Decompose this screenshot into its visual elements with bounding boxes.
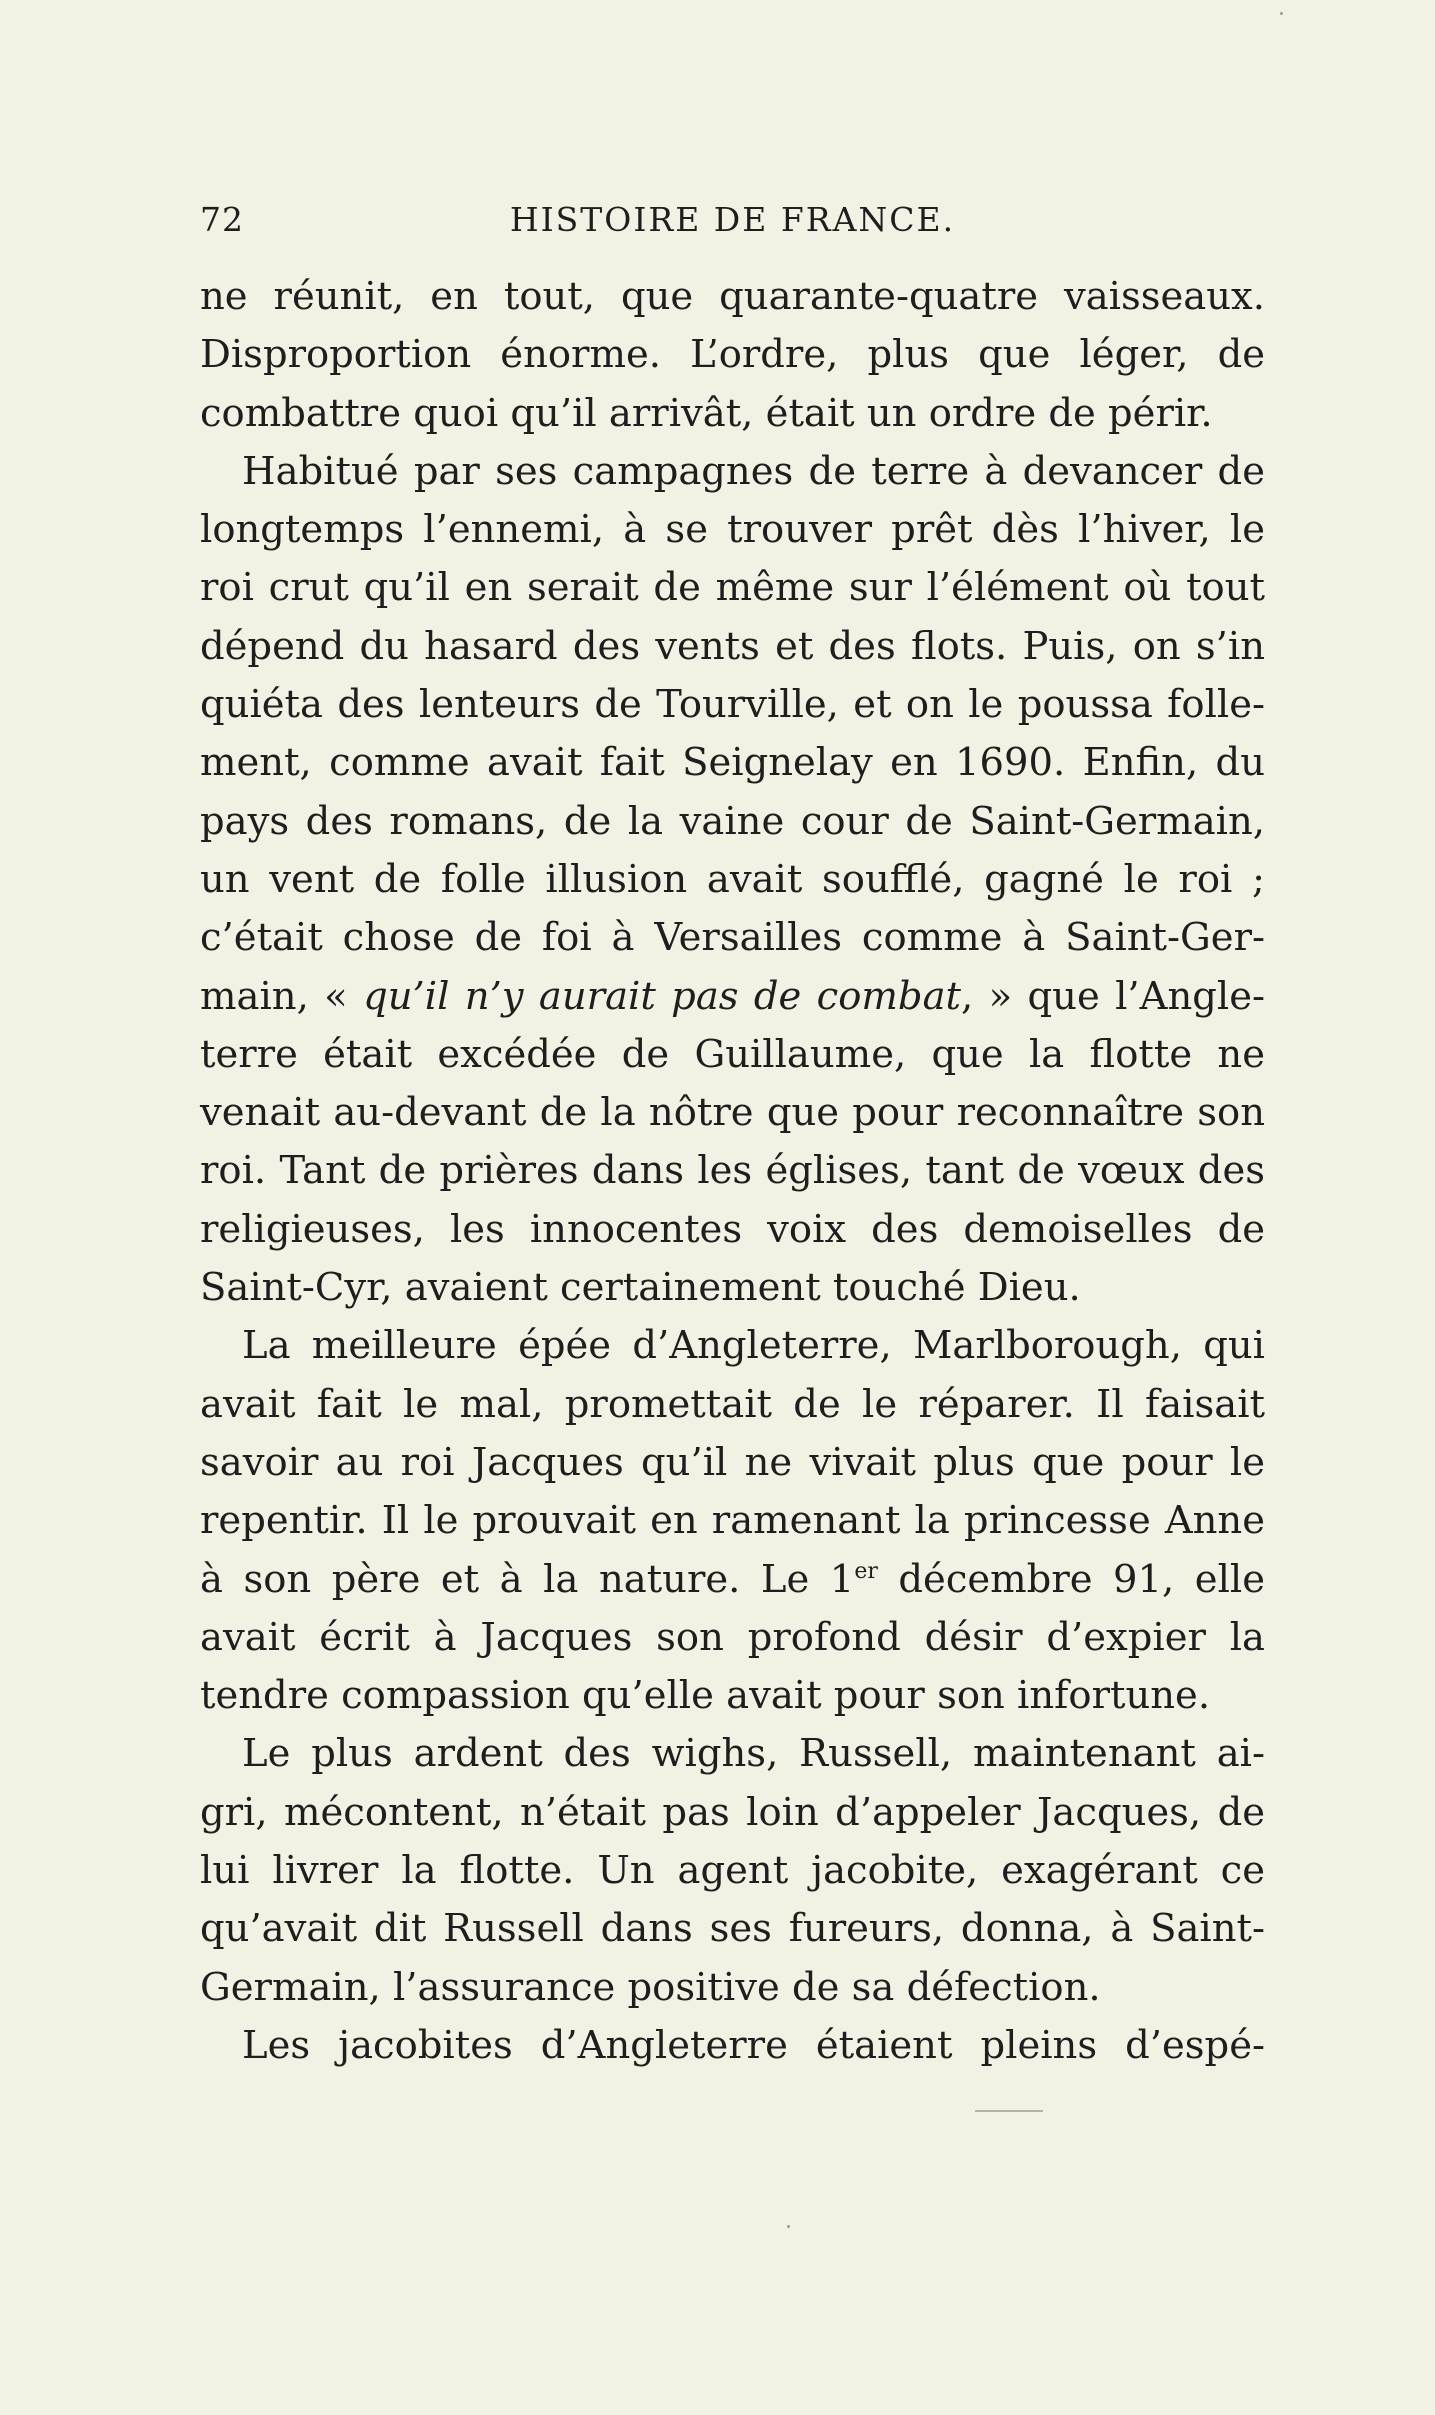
page-number: 72	[200, 200, 244, 239]
text-line: repentir. Il le prouvait en ramenant la princesse Anne	[200, 1498, 1265, 1544]
text-line: Disproportion énorme. L’ordre, plus que léger, de	[200, 332, 1265, 378]
print-speck	[787, 2225, 790, 2228]
text-fragment: décembre 91, elle	[877, 1556, 1265, 1602]
text-fragment: à son père et à la nature. Le 1	[200, 1556, 855, 1602]
text-line: Le plus ardent des wighs, Russell, maintenant ai-	[242, 1731, 1265, 1777]
text-line: Germain, l’assurance positive de sa défection.	[200, 1964, 1101, 2010]
print-smudge	[975, 2110, 1043, 2112]
text-line: dépend du hasard des vents et des flots. Puis, on s’in	[200, 623, 1265, 669]
text-line: pays des romans, de la vaine cour de Saint-Germain,	[200, 798, 1265, 844]
print-speck	[1280, 12, 1283, 15]
text-line: un vent de folle illusion avait soufflé, gagné le roi ;	[200, 856, 1265, 902]
text-line: quiéta des lenteurs de Tourville, et on le poussa folle-	[200, 682, 1265, 728]
running-head	[200, 200, 1265, 252]
text-line: religieuses, les innocentes voix des demoiselles de	[200, 1206, 1265, 1252]
superscript: er	[854, 1558, 878, 1584]
text-fragment: , » que l’Angle-	[961, 973, 1265, 1019]
text-fragment: main, «	[200, 973, 348, 1019]
text-line: longtemps l’ennemi, à se trouver prêt dès l’hiver, le	[200, 507, 1265, 553]
text-line: roi crut qu’il en serait de même sur l’élément où tout	[200, 565, 1265, 611]
text-line: c’était chose de foi à Versailles comme à Saint-Ger-	[200, 915, 1265, 961]
text-line: qu’avait dit Russell dans ses fureurs, donna, à Saint-	[200, 1906, 1265, 1952]
text-line: lui livrer la flotte. Un agent jacobite, exagérant ce	[200, 1848, 1265, 1894]
text-line: La meilleure épée d’Angleterre, Marlborough, qui	[242, 1323, 1265, 1369]
text-line: Saint-Cyr, avaient certainement touché Dieu.	[200, 1265, 1081, 1311]
text-line: ne réunit, en tout, que quarante-quatre vaisseaux.	[200, 274, 1265, 319]
body-text	[200, 268, 1265, 2075]
text-line	[200, 968, 1265, 1026]
text-line: avait écrit à Jacques son profond désir d’expier la	[200, 1614, 1265, 1660]
text-line	[200, 1551, 1265, 1609]
text-line: combattre quoi qu’il arrivât, était un ordre de périr.	[200, 390, 1213, 436]
text-line: terre était excédée de Guillaume, que la flotte ne	[200, 1031, 1265, 1077]
text-line: gri, mécontent, n’était pas loin d’appeler Jacques, de	[200, 1789, 1265, 1835]
text-line: venait au-devant de la nôtre que pour reconnaître son	[200, 1090, 1265, 1136]
text-line: roi. Tant de prières dans les églises, tant de vœux des	[200, 1148, 1265, 1194]
running-title: HISTOIRE DE FRANCE.	[509, 200, 956, 239]
italic-quote: qu’il n’y aurait pas de combat	[363, 973, 961, 1019]
text-line: savoir au roi Jacques qu’il ne vivait plus que pour le	[200, 1439, 1265, 1485]
text-line: tendre compassion qu’elle avait pour son infortune.	[200, 1673, 1211, 1719]
text-line: Les jacobites d’Angleterre étaient pleins d’espé-	[242, 2022, 1265, 2068]
text-line: Habitué par ses campagnes de terre à devancer de	[242, 448, 1265, 494]
text-line: avait fait le mal, promettait de le réparer. Il faisait	[200, 1381, 1265, 1427]
text-line: ment, comme avait fait Seignelay en 1690. Enfin, du	[200, 740, 1265, 786]
